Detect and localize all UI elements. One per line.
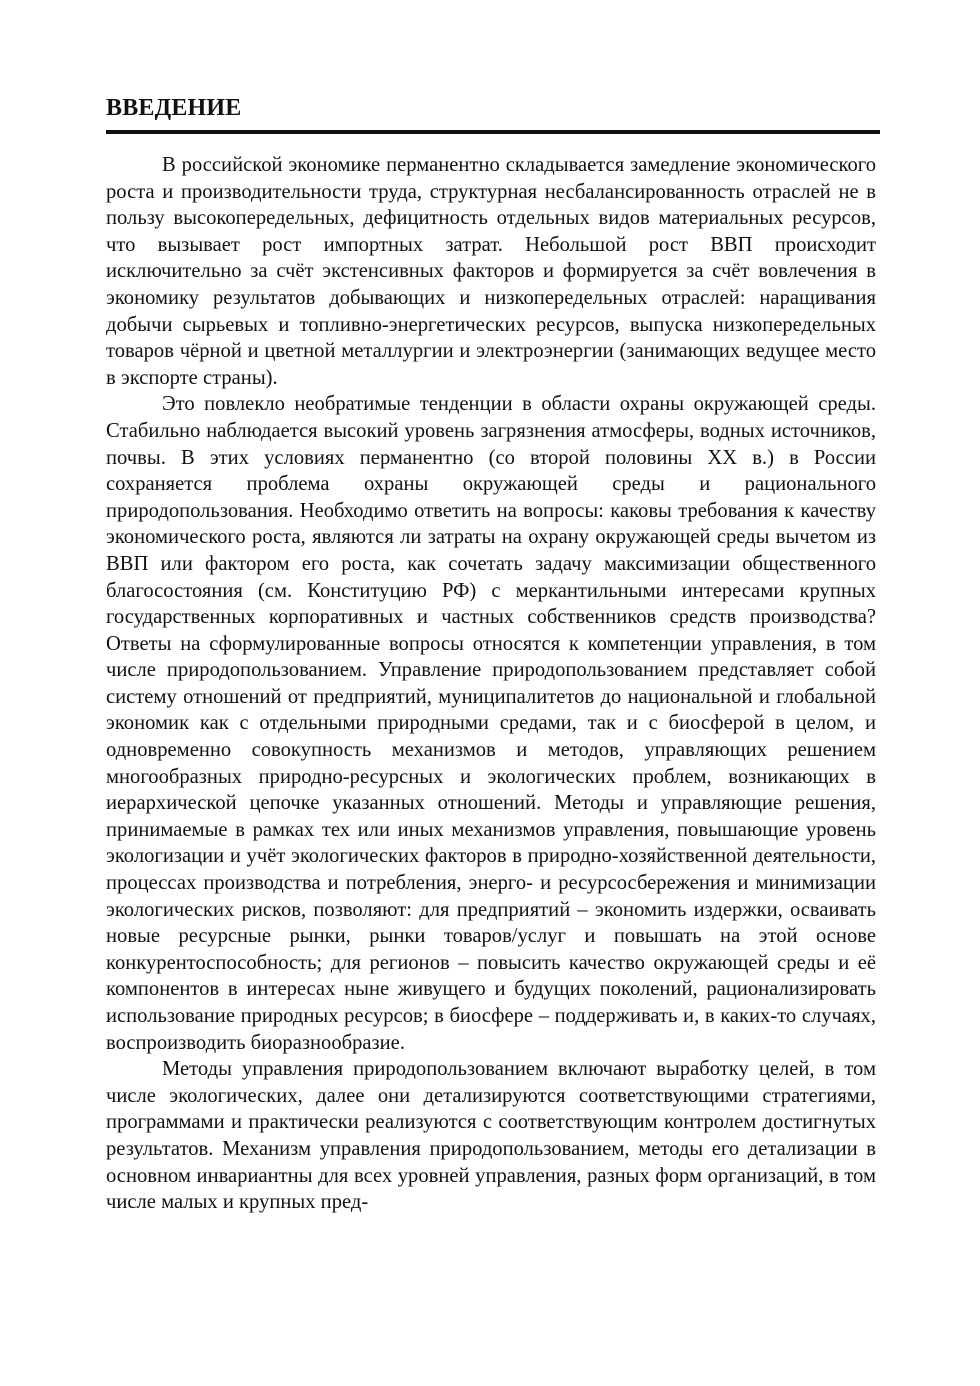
paragraph-1: В российской экономике перманентно складывается замедление экономического роста и производительности труда, структурная несбалансированность отраслей не в пользу высокопередельных, дефицитность отдельных видов материальных ресурсов, что вызывает рост импортных затрат. Небольшой рост ВВП происходит исключительно за счёт экстенсивных факторов и формируется за счёт вовлечения в экономику результатов добывающих и низкопередельных отраслей: наращивания добычи сырьевых и топливно-энергетических ресурсов, выпуска низкопередельных товаров чёрной и цветной металлургии и электроэнергии (занимающих ведущее место в экспорте страны). <box>106 154 876 389</box>
paragraph-2: Это повлекло необратимые тенденции в области охраны окружающей среды. Стабильно наблюдается высокий уровень загрязнения атмосферы, водных источников, почвы. В этих условиях перманентно (со второй половины XX в.) в России сохраняется проблема охраны окружающей среды и рационального природопользования. Необходимо ответить на вопросы: каковы требования к качеству экономического роста, являются ли затраты на охрану окружающей среды вычетом из ВВП или фактором его роста, как сочетать задачу максимизации общественного благосостояния (см. Конституцию РФ) с меркантильными интересами крупных государственных корпоративных и частных собственников средств производства? Ответы на сформулированные вопросы относятся к компетенции управления, в том числе природопользованием. Управление природопользованием представляет собой систему отношений от предприятий, муниципалитетов до национальной и глобальной экономик как с отдельными природными средами, так и с биосферой в целом, и одновременно совокупность механизмов и методов, управляющих решением многообразных природно-ресурсных и экологических проблем, возникающих в иерархической цепочке указанных отношений. Методы и управляющие решения, принимаемые в рамках тех или иных механизмов управления, повышающие уровень экологизации и учёт экологических факторов в природно-хозяйственной деятельности, процессах производства и потребления, энерго- и ресурсосбережения и минимизации экологических рисков, позволяют: для предприятий – экономить издержки, осваивать новые ресурсные рынки, рынки товаров/услуг и повышать на этой основе конкурентоспособность; для регионов – повысить качество окружающей среды и её компонентов в интересах ныне живущего и будущих поколений, рационализировать использование природных ресурсов; в биосфере – поддерживать и, в каких-то случаях, воспроизводить биоразнообразие. <box>106 393 876 1054</box>
heading-underline <box>106 130 880 134</box>
section-heading: ВВЕДЕНИЕ <box>106 95 242 121</box>
paragraph-3: Методы управления природопользованием включают выработку целей, в том числе экологических, далее они детализируются соответствующими стратегиями, программами и практически реализуются с соответствующим контролем достигнутых результатов. Механизм управления природопользованием, методы его детализации в основном инвариантны для всех уровней управления, разных форм организаций, в том числе малых и крупных пред- <box>106 1058 876 1214</box>
document-page <box>106 88 876 1216</box>
